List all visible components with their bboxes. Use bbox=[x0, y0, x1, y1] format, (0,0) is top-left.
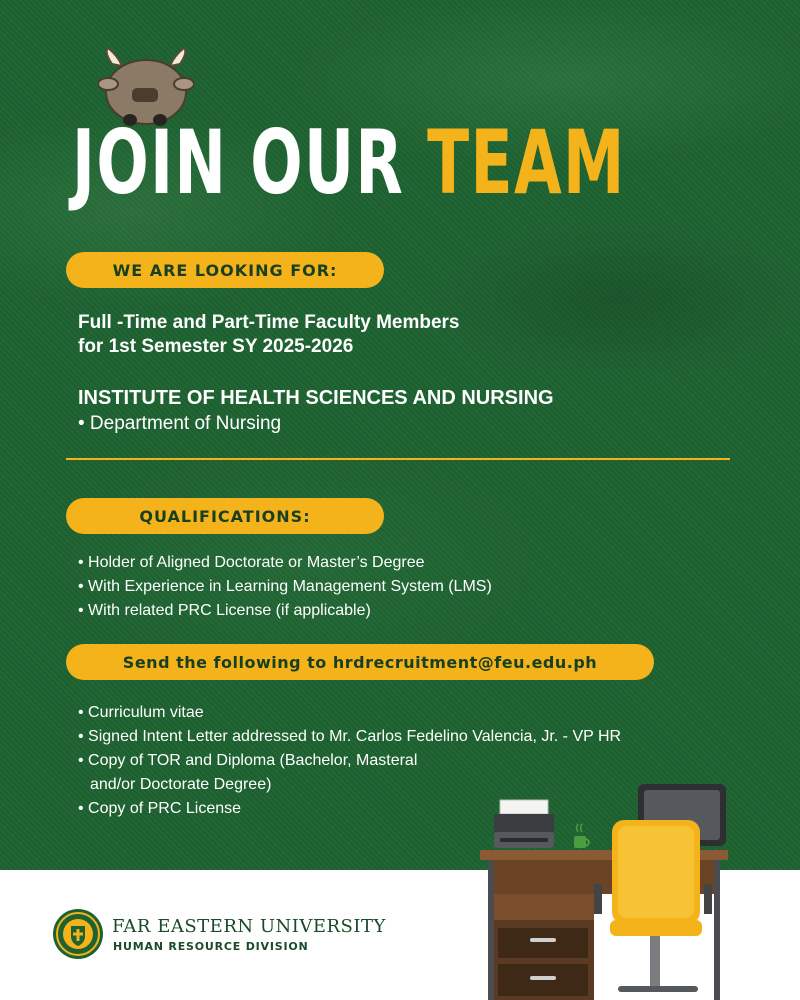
send-to-email-badge: Send the following to hrdrecruitment@feu.edu.ph bbox=[66, 644, 654, 680]
university-name: FAR EASTERN UNIVERSITY bbox=[112, 916, 386, 937]
institute-name: INSTITUTE OF HEALTH SCIENCES AND NURSING bbox=[78, 387, 554, 409]
requirement-item: • Curriculum vitae bbox=[78, 701, 621, 725]
requirement-item: • Signed Intent Letter addressed to Mr. Carlos Fedelino Valencia, Jr. - VP HR bbox=[78, 725, 621, 749]
qualifications-list bbox=[78, 551, 492, 623]
department-name: • Department of Nursing bbox=[78, 413, 282, 434]
requirement-item-continued: and/or Doctorate Degree) bbox=[90, 776, 272, 793]
headline-team: TEAM bbox=[427, 111, 626, 214]
office-desk-illustration-icon bbox=[478, 780, 800, 1000]
qualification-item: • With related PRC License (if applicable) bbox=[78, 599, 492, 623]
looking-for-badge: WE ARE LOOKING FOR: bbox=[66, 252, 384, 288]
hr-division-name: HUMAN RESOURCE DIVISION bbox=[113, 940, 309, 953]
positions-line-1: Full -Time and Part-Time Faculty Members bbox=[78, 312, 460, 333]
requirement-item: • Copy of TOR and Diploma (Bachelor, Masteral bbox=[78, 749, 621, 773]
qualification-item: • Holder of Aligned Doctorate or Master’s Degree bbox=[78, 551, 492, 575]
section-divider bbox=[66, 458, 730, 460]
qualification-item: • With Experience in Learning Management System (LMS) bbox=[78, 575, 492, 599]
headline-join-our: JOIN OUR bbox=[72, 111, 405, 214]
qualifications-badge: QUALIFICATIONS: bbox=[66, 498, 384, 534]
positions-line-2: for 1st Semester SY 2025-2026 bbox=[78, 336, 354, 357]
requirement-item: • Copy of PRC License bbox=[78, 797, 621, 821]
feu-seal-icon bbox=[52, 908, 104, 960]
headline bbox=[72, 108, 626, 218]
